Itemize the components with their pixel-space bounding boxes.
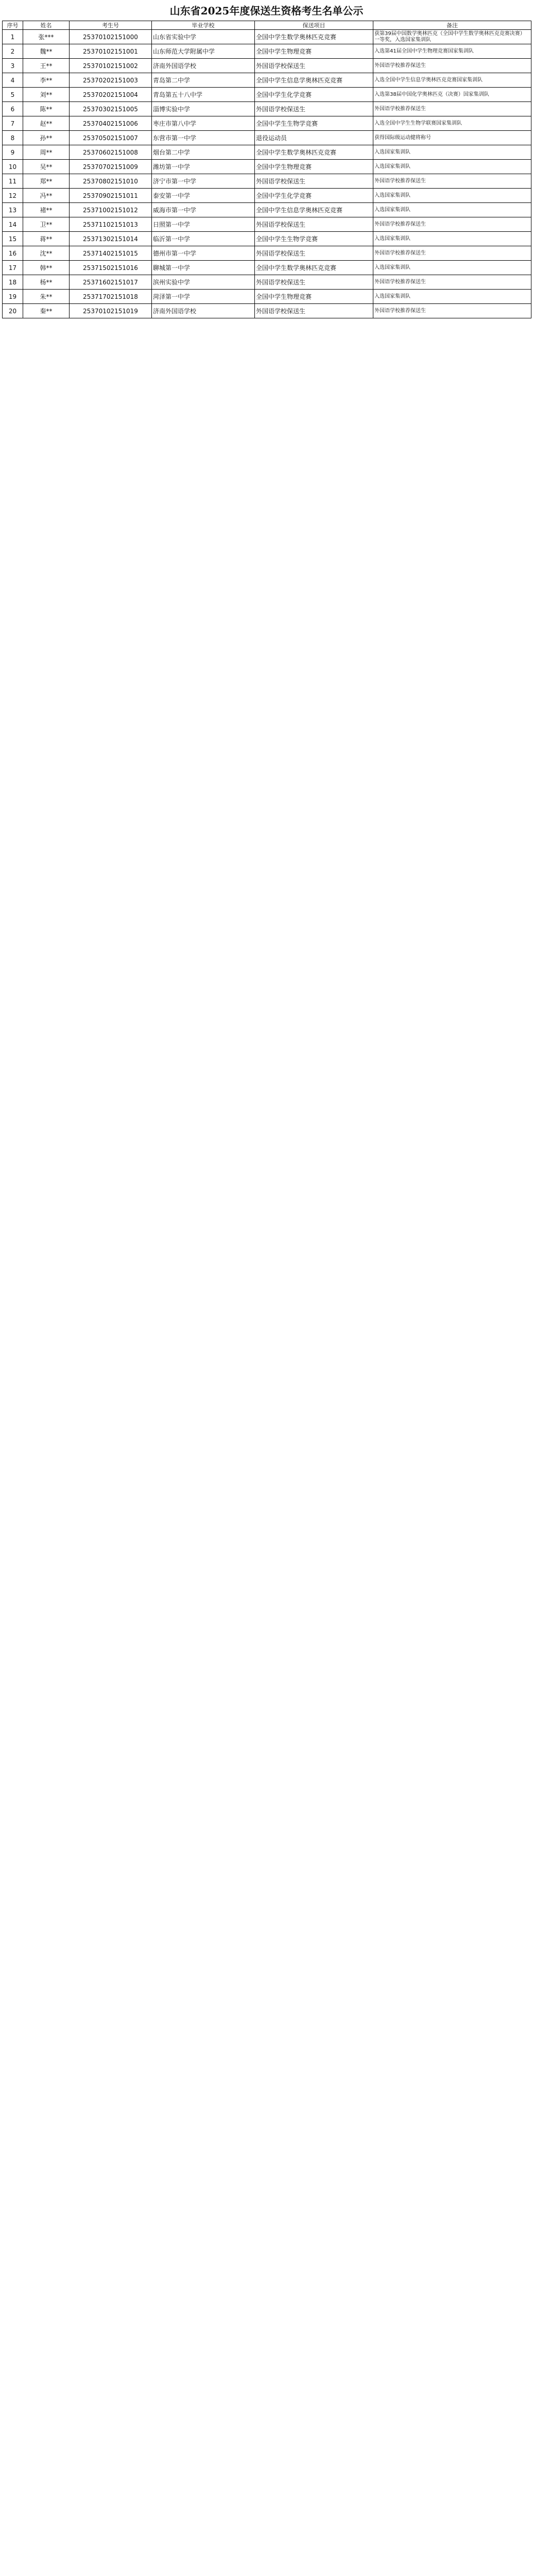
table-cell: 25370102151000 <box>70 30 152 44</box>
table-row <box>3 160 531 174</box>
table-cell: 泰安第一中学 <box>152 189 255 203</box>
table-cell: 济宁市第一中学 <box>152 174 255 189</box>
table-cell: 8 <box>3 131 23 145</box>
table-cell: 入选全国中学生信息学奥林匹克竞赛国家集训队 <box>373 73 531 88</box>
table-row <box>3 290 531 304</box>
column-header: 考生号 <box>70 21 152 30</box>
table-cell: 11 <box>3 174 23 189</box>
table-cell: 陈** <box>23 102 70 116</box>
table-cell: 18 <box>3 275 23 290</box>
table-cell: 全国中学生生物学竞赛 <box>255 232 373 246</box>
footer <box>0 318 533 349</box>
table-cell: 12 <box>3 189 23 203</box>
table-cell: 20 <box>3 304 23 318</box>
table-cell: 孙** <box>23 131 70 145</box>
table-cell: 烟台第二中学 <box>152 145 255 160</box>
table-row <box>3 116 531 131</box>
table-cell: 25371002151012 <box>70 203 152 217</box>
table-cell: 李** <box>23 73 70 88</box>
table-cell: 东营市第一中学 <box>152 131 255 145</box>
table-cell: 14 <box>3 217 23 232</box>
table-cell: 王** <box>23 59 70 73</box>
table-cell: 25371602151017 <box>70 275 152 290</box>
table-cell: 张*** <box>23 30 70 44</box>
table-cell: 韩** <box>23 261 70 275</box>
table-cell: 青岛第二中学 <box>152 73 255 88</box>
table-cell: 赵** <box>23 116 70 131</box>
table-cell: 滨州实验中学 <box>152 275 255 290</box>
table-cell: 6 <box>3 102 23 116</box>
table-cell: 退役运动员 <box>255 131 373 145</box>
table-cell: 5 <box>3 88 23 102</box>
table-cell: 25370202151003 <box>70 73 152 88</box>
table-cell: 全国中学生信息学奥林匹克竞赛 <box>255 203 373 217</box>
table-cell: 入选第38届中国化学奥林匹克（决赛）国家集训队 <box>373 88 531 102</box>
table-cell: 25371302151014 <box>70 232 152 246</box>
table-row <box>3 102 531 116</box>
table-cell: 外国语学校推荐保送生 <box>373 59 531 73</box>
table-cell: 全国中学生生物学竞赛 <box>255 116 373 131</box>
table-row <box>3 189 531 203</box>
table-row <box>3 304 531 318</box>
table-cell: 菏泽第一中学 <box>152 290 255 304</box>
table-row <box>3 275 531 290</box>
table-cell: 4 <box>3 73 23 88</box>
table-cell: 外国语学校推荐保送生 <box>373 217 531 232</box>
table-cell: 19 <box>3 290 23 304</box>
table-cell: 郑** <box>23 174 70 189</box>
table-row <box>3 174 531 189</box>
table-cell: 外国语学校推荐保送生 <box>373 275 531 290</box>
table-cell: 入选国家集训队 <box>373 232 531 246</box>
table-row <box>3 88 531 102</box>
table-cell: 25370102151002 <box>70 59 152 73</box>
table-cell: 外国语学校保送生 <box>255 246 373 261</box>
table-cell: 25371502151016 <box>70 261 152 275</box>
table-cell: 褚** <box>23 203 70 217</box>
table-cell: 淄博实验中学 <box>152 102 255 116</box>
table-cell: 全国中学生数学奥林匹克竞赛 <box>255 145 373 160</box>
table-cell: 卫** <box>23 217 70 232</box>
table-cell: 外国语学校保送生 <box>255 304 373 318</box>
table-header-row <box>3 21 531 30</box>
table-row <box>3 44 531 59</box>
table-cell: 秦** <box>23 304 70 318</box>
table-cell: 沈** <box>23 246 70 261</box>
roster-table <box>2 21 531 318</box>
table-cell: 刘** <box>23 88 70 102</box>
table-cell: 2 <box>3 44 23 59</box>
table-cell: 蒋** <box>23 232 70 246</box>
table-cell: 朱** <box>23 290 70 304</box>
table-cell: 临沂第一中学 <box>152 232 255 246</box>
table-cell: 全国中学生信息学奥林匹克竞赛 <box>255 73 373 88</box>
table-cell: 15 <box>3 232 23 246</box>
table-cell: 外国语学校推荐保送生 <box>373 246 531 261</box>
table-cell: 日照第一中学 <box>152 217 255 232</box>
table-cell: 25370102151019 <box>70 304 152 318</box>
table-cell: 16 <box>3 246 23 261</box>
table-cell: 7 <box>3 116 23 131</box>
table-cell: 入选国家集训队 <box>373 189 531 203</box>
table-cell: 威海市第一中学 <box>152 203 255 217</box>
table-cell: 外国语学校保送生 <box>255 174 373 189</box>
table-body <box>3 30 531 318</box>
table-cell: 25370202151004 <box>70 88 152 102</box>
table-row <box>3 246 531 261</box>
column-header: 序号 <box>3 21 23 30</box>
table-cell: 山东省实验中学 <box>152 30 255 44</box>
table-cell: 青岛第五十八中学 <box>152 88 255 102</box>
table-cell: 入选国家集训队 <box>373 261 531 275</box>
table-cell: 全国中学生物理竞赛 <box>255 160 373 174</box>
table-cell: 9 <box>3 145 23 160</box>
table-cell: 外国语学校推荐保送生 <box>373 102 531 116</box>
table-row <box>3 217 531 232</box>
table-cell: 全国中学生数学奥林匹克竞赛 <box>255 30 373 44</box>
table-cell: 25371702151018 <box>70 290 152 304</box>
table-cell: 全国中学生物理竞赛 <box>255 44 373 59</box>
table-cell: 25370102151001 <box>70 44 152 59</box>
table-row <box>3 203 531 217</box>
table-cell: 25370402151006 <box>70 116 152 131</box>
table-cell: 获得国际级运动健将称号 <box>373 131 531 145</box>
table-cell: 全国中学生物理竞赛 <box>255 290 373 304</box>
table-cell: 冯** <box>23 189 70 203</box>
table-cell: 德州市第一中学 <box>152 246 255 261</box>
table-cell: 25371102151013 <box>70 217 152 232</box>
table-cell: 入选全国中学生生物学联赛国家集训队 <box>373 116 531 131</box>
table-cell: 杨** <box>23 275 70 290</box>
table-cell: 外国语学校推荐保送生 <box>373 304 531 318</box>
table-cell: 外国语学校保送生 <box>255 275 373 290</box>
table-cell: 入选国家集训队 <box>373 160 531 174</box>
table-cell: 济南外国语学校 <box>152 59 255 73</box>
table-cell: 外国语学校保送生 <box>255 102 373 116</box>
table-cell: 入选第41届全国中学生物理竞赛国家集训队 <box>373 44 531 59</box>
table-cell: 3 <box>3 59 23 73</box>
table-cell: 山东师范大学附属中学 <box>152 44 255 59</box>
table-row <box>3 73 531 88</box>
table-row <box>3 30 531 44</box>
table-cell: 25370502151007 <box>70 131 152 145</box>
table-cell: 周** <box>23 145 70 160</box>
table-cell: 25371402151015 <box>70 246 152 261</box>
table-cell: 济南外国语学校 <box>152 304 255 318</box>
table-cell: 13 <box>3 203 23 217</box>
table-row <box>3 232 531 246</box>
table-row <box>3 59 531 73</box>
table-cell: 17 <box>3 261 23 275</box>
column-header: 姓名 <box>23 21 70 30</box>
table-cell: 魏** <box>23 44 70 59</box>
table-cell: 全国中学生化学竞赛 <box>255 189 373 203</box>
table-cell: 10 <box>3 160 23 174</box>
table-cell: 聊城第一中学 <box>152 261 255 275</box>
table-cell: 25370702151009 <box>70 160 152 174</box>
table-cell: 1 <box>3 30 23 44</box>
table-cell: 入选国家集训队 <box>373 290 531 304</box>
column-header: 毕业学校 <box>152 21 255 30</box>
table-cell: 获第39届中国数学奥林匹克（全国中学生数学奥林匹克竞赛决赛）一等奖，入选国家集训队 <box>373 30 531 44</box>
table-cell: 25370302151005 <box>70 102 152 116</box>
table-cell: 25370602151008 <box>70 145 152 160</box>
table-cell: 外国语学校推荐保送生 <box>373 174 531 189</box>
table-row <box>3 131 531 145</box>
table-row <box>3 145 531 160</box>
table-cell: 外国语学校保送生 <box>255 59 373 73</box>
table-cell: 全国中学生数学奥林匹克竞赛 <box>255 261 373 275</box>
table-cell: 吴** <box>23 160 70 174</box>
column-header: 保送项目 <box>255 21 373 30</box>
page-title: 山东省2025年度保送生资格考生名单公示 <box>169 5 364 17</box>
table-cell: 潍坊第一中学 <box>152 160 255 174</box>
table-cell: 全国中学生化学竞赛 <box>255 88 373 102</box>
table-cell: 外国语学校保送生 <box>255 217 373 232</box>
table-cell: 入选国家集训队 <box>373 203 531 217</box>
table-row <box>3 261 531 275</box>
table-cell: 枣庄市第八中学 <box>152 116 255 131</box>
column-header: 备注 <box>373 21 531 30</box>
table-cell: 25370802151010 <box>70 174 152 189</box>
table-cell: 25370902151011 <box>70 189 152 203</box>
table-cell: 入选国家集训队 <box>373 145 531 160</box>
